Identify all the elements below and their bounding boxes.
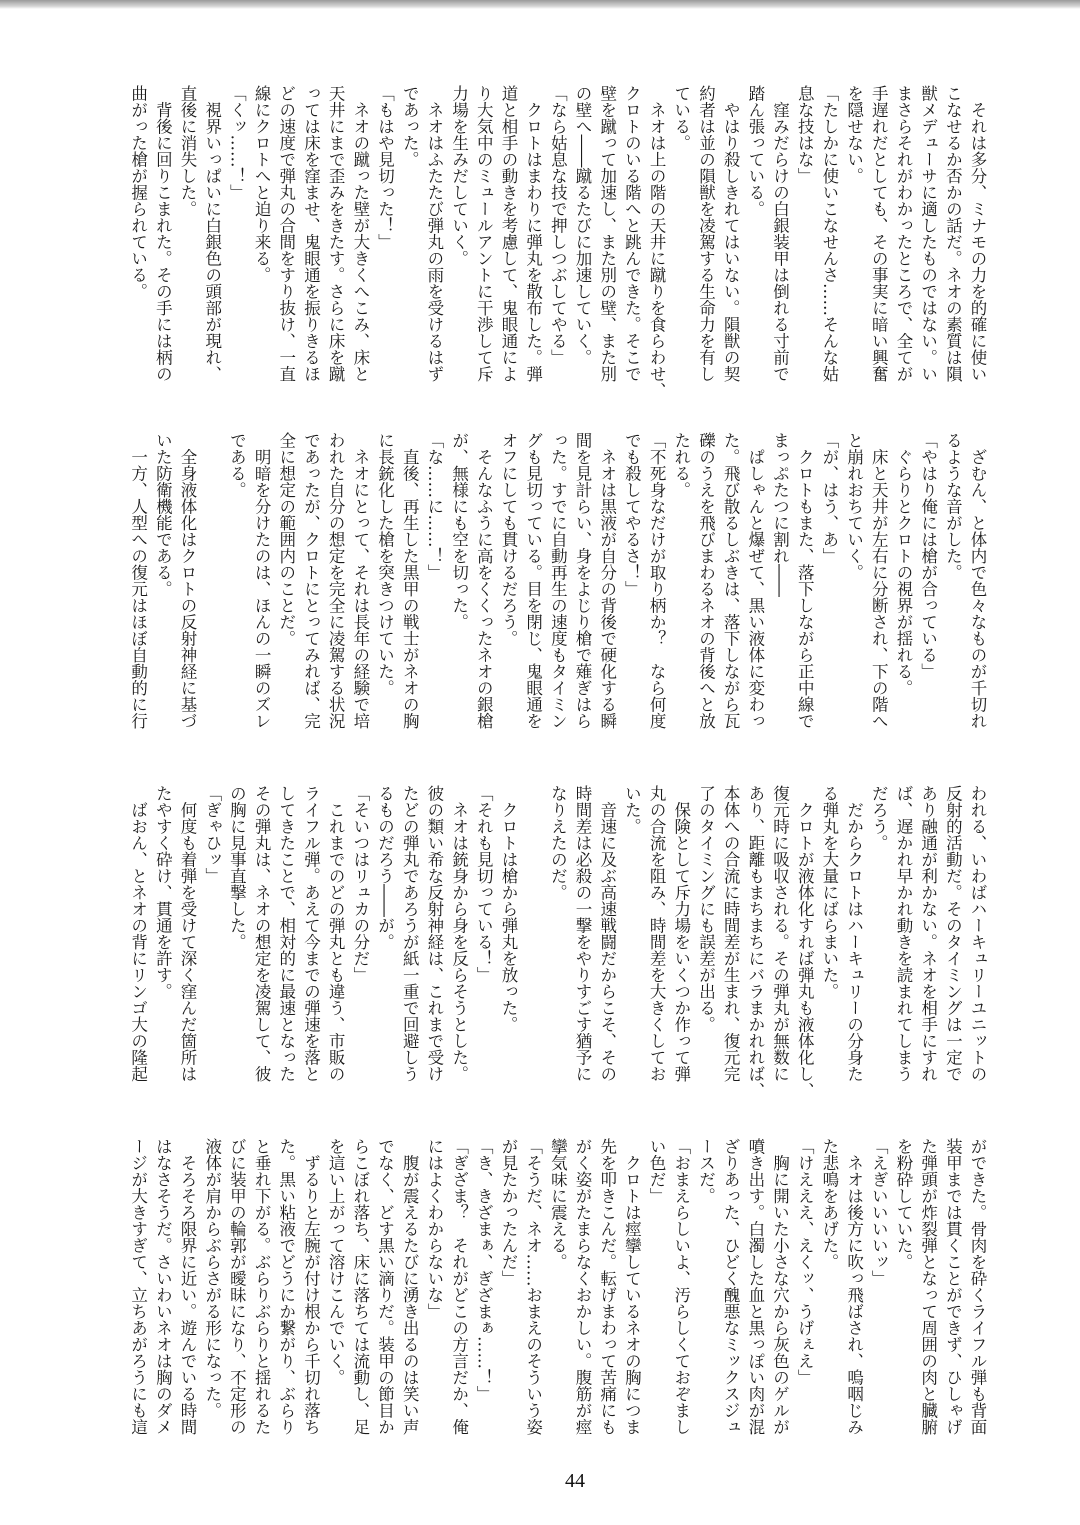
text-column: ざむん、と体内で色々なものが千切れ [968, 432, 987, 729]
text-column: 「そうだ、ネオ……おまえのそういう姿 [523, 1138, 543, 1435]
page-number: 44 [565, 1470, 585, 1492]
text-column: 本体への合流に時間差が生まれ、復元完 [721, 785, 741, 1082]
text-column: あり融通が利かない。ネオを相手にすれ [918, 785, 938, 1082]
text-column: いた。 [622, 785, 642, 835]
text-column: オフにしても貫けるだろう。 [498, 432, 518, 647]
text-column: ぐらりとクロトの視界が揺れる。 [893, 432, 913, 696]
text-column: やはり殺しきれてはいない。隕獣の契 [721, 85, 741, 382]
text-column: ネオは上の階の天井に蹴りを食らわせ、 [647, 85, 667, 399]
text-tier-2 [125, 432, 989, 732]
text-column: 装甲までは貫くことができず、ひしゃげ [943, 1138, 963, 1435]
text-column: 「な……に……！」 [424, 432, 444, 581]
text-column: 「そいつはリュカの分だ」 [350, 785, 370, 983]
text-column: ライフル弾。あえて今までの弾速を落と [301, 785, 321, 1082]
text-column: 「やはり俺には槍が合っている」 [918, 432, 938, 680]
text-column: たやすく砕け、貫通を許す。 [153, 785, 173, 1000]
text-column: 反射的活動だ。そのタイミングは一定で [943, 785, 963, 1082]
text-column: 音速に及ぶ高速戦闘だからこそ、その [597, 785, 617, 1082]
text-column: 直後、再生した黒甲の戦士がネオの胸 [400, 432, 420, 729]
text-column: 「えぎいいいいッ」 [869, 1138, 889, 1287]
text-column: ている。 [671, 85, 691, 151]
text-column: 攣気味に震える。 [548, 1138, 568, 1270]
text-column: 直後に消失した。 [178, 85, 197, 217]
text-column: った。すでに自動再生の速度もタイミン [548, 432, 568, 729]
text-column: 力場を生みだしていく。 [449, 85, 469, 267]
text-column [520, 785, 545, 1085]
text-column: ネオは後方に吹っ飛ばされ、嗚咽じみ [844, 1138, 864, 1435]
text-column: っては床を窪ませ、鬼眼通を振りきるほ [301, 85, 321, 382]
text-column: 丸の合流を阻み、時間差を大きくしてお [647, 785, 667, 1082]
text-column: そんなふうに高をくくったネオの銀槍 [474, 432, 494, 729]
text-column: がく姿がたまらなくおかしい。腹筋が痙 [573, 1138, 592, 1435]
text-column: 礫のうえを飛びまわるネオの背後へと放 [696, 432, 716, 729]
text-column: どの速度で弾丸の合間をすり抜け、一直 [276, 85, 296, 382]
text-column: 先を叩きこんだ。転げまわって苦痛にも [597, 1138, 617, 1435]
text-column: に長銃化した槍を突きつけていた。 [375, 432, 395, 696]
text-column: まっぷたつに割れ―― [770, 432, 790, 597]
text-column: を這い上がって溶けこんでいく。 [326, 1138, 346, 1386]
text-column: だろう。 [869, 785, 889, 851]
text-column: が見たかったんだ」 [498, 1138, 518, 1287]
text-column: その弾丸は、ネオの想定を凌駕して、彼 [252, 785, 272, 1082]
text-column: ネオは黒液が自分の背後で硬化する瞬 [597, 432, 617, 729]
text-column: そろそろ限界に近い。遊んでいる時間 [178, 1138, 197, 1435]
text-column: クロトは痙攣しているネオの胸につま [622, 1138, 642, 1435]
text-column: 床と天井が左右に分断され、下の階へ [869, 432, 889, 729]
text-column: クロトのいる階へと跳んできた。そこで [622, 85, 642, 382]
text-column: 手遅れだとしても、その事実に暗い興奮 [869, 85, 889, 382]
text-column: クロトもまた、落下しながら正中線で [795, 432, 815, 729]
text-column: る弾丸を大量にばらまいた。 [819, 785, 839, 1000]
text-column: た悲鳴をあげた。 [819, 1138, 839, 1270]
text-column: 獣メデューサに適したものではない。い [918, 85, 938, 382]
text-column: グも見切っている。目を閉じ、鬼眼通を [523, 432, 543, 729]
text-column: であった。 [400, 85, 420, 168]
text-column: ざりあった、ひどく醜悪なミックスジュ [721, 1138, 741, 1435]
text-column: 「が、はう、あ」 [819, 432, 839, 564]
text-column: 道と相手の動きを考慮して、鬼眼通によ [498, 85, 518, 382]
text-column: ばおん、とネオの背にリンゴ大の隆起 [128, 785, 148, 1082]
text-column: ネオの蹴った壁が大きくへこみ、床と [350, 85, 370, 382]
text-column: の壁へ――蹴るたびに加速していく。 [573, 85, 592, 366]
text-column: の胸に見事直撃した。 [227, 785, 247, 950]
text-column: であったが、クロトにとってみれば、完 [301, 432, 321, 729]
text-column: 「ぎゃひッ」 [202, 785, 222, 884]
text-column: 「くッ……！」 [227, 85, 247, 201]
text-column: 「ぎざま？ それがどこの方言だか、俺 [449, 1138, 469, 1435]
text-column: 復元時に吸収される。その弾丸が無数に [770, 785, 790, 1082]
text-column: 「き、きざまぁ、ぎざまぁ……！」 [474, 1138, 494, 1402]
text-column: るものだろう――が。 [375, 785, 395, 950]
text-column: たれる。 [671, 432, 691, 498]
text-column: 「たしかに使いこなせんさ……そんな姑 [819, 85, 839, 382]
text-column: た。黒い粘液でどうにか繋がり、ぶらり [276, 1138, 296, 1435]
text-column: と垂れ下がる。ぶらりぶらりと揺れるた [252, 1138, 272, 1435]
text-column: ずるりと左腕が付け根から千切れ落ち [301, 1138, 321, 1435]
text-column: 彼の類い希な反射神経は、これまで受け [424, 785, 444, 1082]
text-column: ネオはふたたび弾丸の雨を受けるはず [424, 85, 444, 382]
text-column: た弾頭が炸裂弾となって周囲の肉と臓腑 [918, 1138, 938, 1435]
text-column: 踏ん張っている。 [745, 85, 765, 217]
text-column: 「不死身なだけが取り柄か？ なら何度 [647, 432, 667, 729]
text-column: り大気中のミュールアントに干渉して斥 [474, 85, 494, 382]
text-column: 全に想定の範囲内のことだ。 [276, 432, 296, 647]
text-column: 「なら姑息な技で押しつぶしてやる」 [548, 85, 568, 366]
text-column: 了のタイミングにも誤差が出る。 [696, 785, 716, 1033]
text-column: るような音がした。 [943, 432, 963, 581]
text-tier-3 [125, 785, 989, 1099]
text-column: 何度も着弾を受けて深く窪んだ箇所は [178, 785, 197, 1082]
text-column: ースだ。 [696, 1138, 716, 1204]
text-column: を隠せない。 [844, 85, 864, 184]
text-column: 明暗を分けたのは、ほんの一瞬のズレ [252, 432, 272, 729]
text-column: 噴き出す。白濁した血と黒っぽい肉が混 [745, 1138, 765, 1435]
text-column: びに装甲の輪郭が曖昧になり、不定形の [227, 1138, 247, 1435]
text-column: を粉砕していた。 [893, 1138, 913, 1270]
text-column: 曲がった槍が握られている。 [128, 85, 148, 300]
text-column: 間を見計らい、身をよじり槍で薙ぎはら [573, 432, 592, 729]
text-column: だからクロトはハーキュリーの分身た [844, 785, 864, 1082]
text-column: 一方、人型への復元はほぼ自動的に行 [128, 432, 148, 729]
text-column: 約者は並の隕獣を凌駕する生命力を有し [696, 85, 716, 382]
text-column: たどの弾丸であろうが紙一重で回避しう [400, 785, 420, 1082]
text-column: ネオは銃身から身を反らそうとした。 [449, 785, 469, 1082]
text-column: 腹が震えるたびに湧き出るのは笑い声 [400, 1138, 420, 1435]
text-column: あり、距離もまちまちにバラまかれれば、 [745, 785, 765, 1099]
text-column: 視界いっぱいに白銀色の頭部が現れ、 [202, 85, 222, 382]
text-column: らこぼれ落ち、床に落ちては流動し、足 [350, 1138, 370, 1435]
text-column: われた自分の想定を完全に凌駕する状況 [326, 432, 346, 729]
text-column: ぱしゃんと爆ぜて、黒い液体に変わっ [745, 432, 765, 729]
text-tier-1 [125, 85, 989, 399]
text-column: である。 [227, 432, 247, 498]
text-column: 全身液体化はクロトの反射神経に基づ [178, 432, 197, 729]
scan-edge-shadow [0, 0, 1080, 9]
text-column: と崩れおちていく。 [844, 432, 864, 581]
text-tier-4 [125, 1138, 989, 1438]
text-column: 線にクロトへと迫り来る。 [252, 85, 272, 283]
text-column: まさらそれがわかったところで、全てが [893, 85, 913, 382]
text-column: ができた。骨肉を砕くライフル弾も背面 [968, 1138, 987, 1435]
text-column: はなさそうだ。さいわいネオは胸のダメ [153, 1138, 173, 1435]
text-column: ば、遅かれ早かれ動きを読まれてしまう [893, 785, 913, 1082]
text-column: にはよくわからないな」 [424, 1138, 444, 1320]
text-column: でも殺してやるさ！」 [622, 432, 642, 597]
text-column: い色だ」 [647, 1138, 667, 1204]
text-column [199, 432, 224, 732]
text-column: 胸に開いた小さな穴から灰色のゲルが [770, 1138, 790, 1435]
text-column: 天井にまで歪みをきたす。さらに床を蹴 [326, 85, 346, 382]
text-column: 窪みだらけの白銀装甲は倒れる寸前で [770, 85, 790, 382]
text-column: 「もはや見切った！」 [375, 85, 395, 250]
text-column: ネオにとって、それは長年の経験で培 [350, 432, 370, 729]
text-column: た。飛び散るしぶきは、落下しながら瓦 [721, 432, 741, 729]
text-column: クロトが液体化すれば弾丸も液体化し、 [795, 785, 815, 1099]
text-column: 「おまえらしいよ、汚らしくておぞまし [671, 1138, 691, 1435]
text-column: 「それも見切っている！」 [474, 785, 494, 983]
text-column: クロトは槍から弾丸を放った。 [498, 785, 518, 1033]
text-column: これまでのどの弾丸とも違う、市販の [326, 785, 346, 1082]
text-column: なりえたのだ。 [548, 785, 568, 901]
text-column: クロトはまわりに弾丸を散布した。弾 [523, 85, 543, 382]
text-column: 息な技はな」 [795, 85, 815, 184]
text-column: 壁を蹴って加速し、また別の壁、また別 [597, 85, 617, 382]
text-column: 背後に回りこまれた。その手には柄の [153, 85, 173, 382]
text-column: 液体が肩からぶらさがる形になった。 [202, 1138, 222, 1419]
text-column: 時間差は必殺の一撃をやりすごす猶予に [573, 785, 592, 1082]
text-column: ージが大きすぎて、立ちあがろうにも這 [128, 1138, 148, 1435]
text-column: いた防衛機能である。 [153, 432, 173, 597]
text-column: 保険として斥力場をいくつか作って弾 [671, 785, 691, 1082]
text-column: が、無様にも空を切った。 [449, 432, 469, 630]
text-column: でなく、どす黒い滴りだ。装甲の節目か [375, 1138, 395, 1435]
text-column: こなせるか否かの話だ。ネオの素質は隕 [943, 85, 963, 382]
text-column: われる、いわばハーキュリーユニットの [968, 785, 987, 1082]
text-column: 「けえええ、えくッ、うげぇえ」 [795, 1138, 815, 1386]
text-column: それは多分、ミナモの力を的確に使い [968, 85, 987, 382]
text-column: してきたことで、相対的に最速となった [276, 785, 296, 1082]
